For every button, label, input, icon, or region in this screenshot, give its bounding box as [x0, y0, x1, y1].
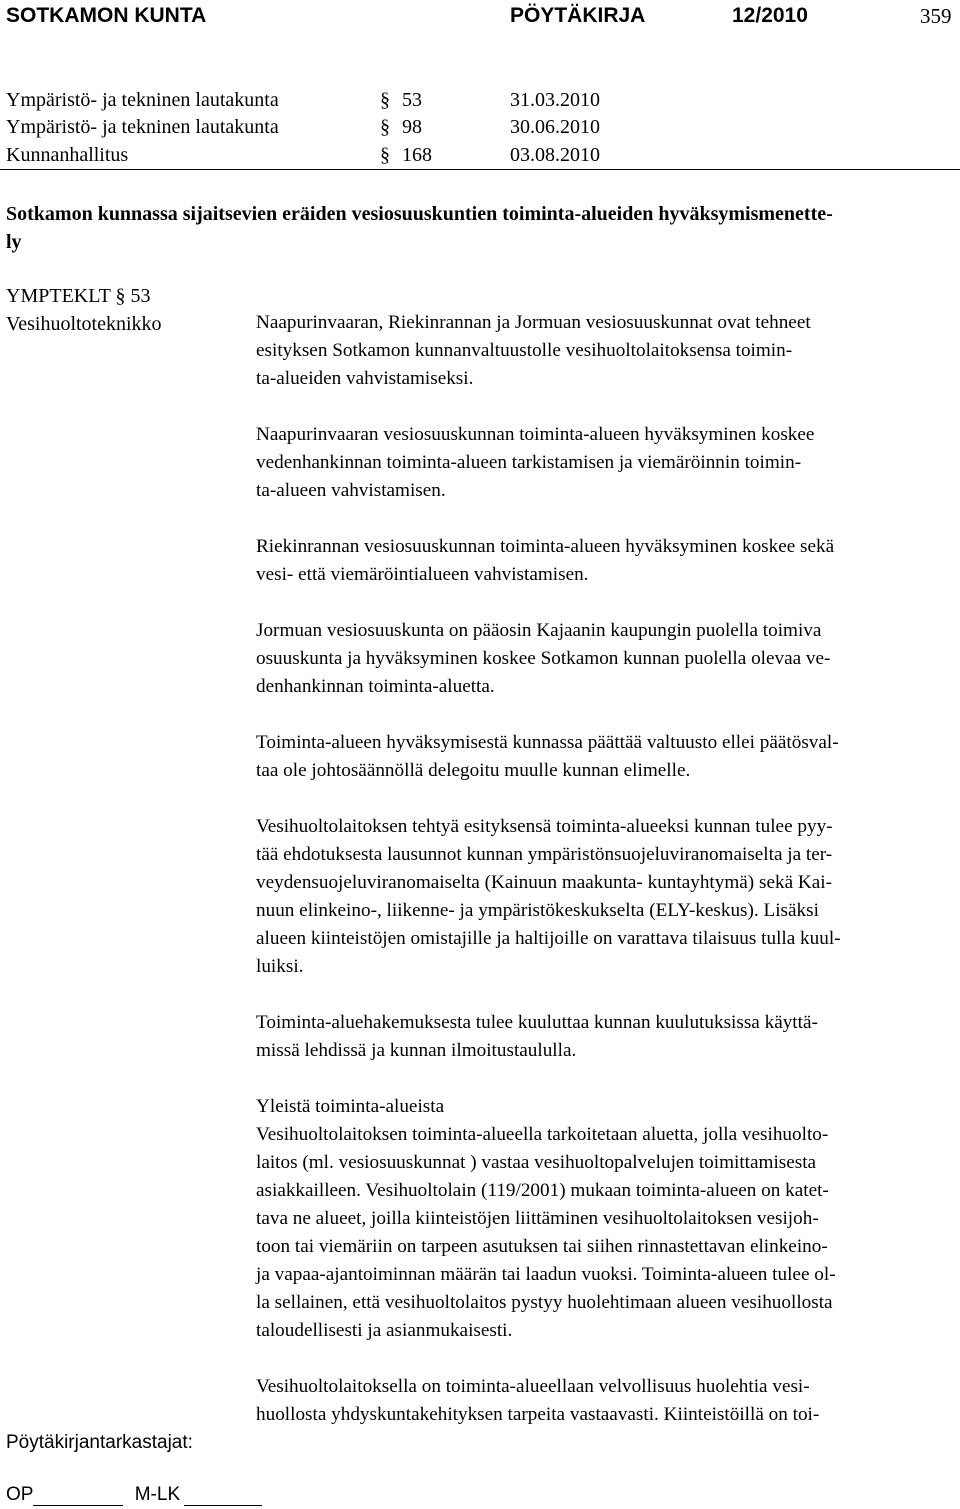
reference-body: Ympäristö- ja tekninen lautakunta	[6, 116, 279, 138]
section-symbol: §	[380, 116, 390, 138]
header-divider	[0, 169, 960, 170]
reference-date: 31.03.2010	[510, 89, 600, 111]
footer-label: Pöytäkirjantarkastajat:	[6, 1432, 193, 1453]
signer-initials: M-LK	[134, 1484, 181, 1505]
committee-section: 53	[130, 285, 151, 307]
paragraph: Yleistä toiminta-alueista Vesihuoltolaitoksen toiminta-alueella tarkoitetaan aluetta, jolla vesihuolto- laitos (ml. vesiosuuskunnat ) vastaa vesihuoltopalvelujen toimittamisesta asiakkailleen. Vesihuoltolain (119/2001) mukaan toiminta-alueen on katet- tava ne alueet, joilla kiinteistöjen liittäminen vesihuoltolaitoksen vesijoh- toon tai viemäriin on tarpeen asutuksen tai siihen rinnastettavan elinkeino- ja vapaa-ajantoiminnan määrän tai laadun vuoksi. Toiminta-alueen tulee ol- la sellainen, että vesihuoltolaitos pystyy huolehtimaan alueen vesihuollosta taloudellisesti ja asianmukaisesti.	[256, 1096, 836, 1341]
author-label: Vesihuoltoteknikko	[6, 313, 162, 335]
committee-label	[6, 282, 150, 310]
paragraph: Jormuan vesiosuuskunta on pääosin Kajaanin kaupungin puolella toimiva osuuskunta ja hyväksyminen koskee Sotkamon kunnan puolella olevaa ve- denhankinnan toiminta-aluetta.	[256, 620, 831, 697]
paragraph: Naapurinvaaran vesiosuuskunnan toiminta-alueen hyväksyminen koskee vedenhankinnan toiminta-alueen tarkistamisen ja viemäröinnin toimin- ta-alueen vahvistamisen.	[256, 424, 815, 501]
signature-blank	[184, 1485, 262, 1506]
page-header	[0, 0, 960, 32]
reference-section: 168	[402, 144, 432, 166]
signature-line	[6, 1484, 262, 1506]
paragraph: Toiminta-aluehakemuksesta tulee kuuluttaa kunnan kuulutuksissa käyttä- missä lehdissä ja kunnan ilmoitustaululla.	[256, 1012, 818, 1061]
reference-body: Ympäristö- ja tekninen lautakunta	[6, 89, 279, 111]
reference-row	[6, 116, 946, 142]
municipality-name: SOTKAMON KUNTA	[6, 4, 207, 27]
signature-blank	[33, 1485, 123, 1506]
section-symbol: §	[380, 144, 390, 166]
paragraph: Naapurinvaaran, Riekinrannan ja Jormuan vesiosuuskunnat ovat tehneet esityksen Sotkamon kunnanvaltuustolle vesihuoltolaitoksensa toimin- ta-alueiden vahvistamiseksi.	[256, 312, 811, 389]
section-symbol: §	[115, 285, 126, 307]
reference-date: 03.08.2010	[510, 144, 600, 166]
paragraph: Vesihuoltolaitoksella on toiminta-alueellaan velvollisuus huolehtia vesi- huollosta yhdyskuntakehityksen tarpeita vastaavasti. Kiinteistöillä on toi-	[256, 1376, 820, 1425]
reference-row	[6, 89, 946, 115]
document-title: Sotkamon kunnassa sijaitsevien eräiden vesiosuuskuntien toiminta-alueiden hyväksymismenette- ly	[6, 203, 833, 253]
issue-number: 12/2010	[732, 4, 808, 27]
page-number: 359	[920, 4, 952, 28]
body-text	[256, 309, 956, 1457]
paragraph: Toiminta-alueen hyväksymisestä kunnassa päättää valtuusto ellei päätösval- taa ole johtosäännöllä delegoitu muulle kunnan elimelle.	[256, 732, 839, 781]
paragraph: Riekinrannan vesiosuuskunnan toiminta-alueen hyväksyminen koskee sekä vesi- että viemäröintialueen vahvistamisen.	[256, 536, 835, 585]
reference-body: Kunnanhallitus	[6, 144, 129, 166]
committee-name: YMPTEKLT	[6, 285, 111, 307]
signer-initials: OP	[6, 1484, 34, 1505]
section-symbol: §	[380, 89, 390, 111]
reference-section: 53	[402, 89, 422, 111]
reference-section: 98	[402, 116, 422, 138]
paragraph: Vesihuoltolaitoksen tehtyä esityksensä toiminta-alueeksi kunnan tulee pyy- tää ehdotuksesta lausunnot kunnan ympäristönsuojeluviranomaiselta ja ter- veydensuojeluviranomaiselta (Kainuun maakunta- kuntayhtymä) sekä Kai- nuun elinkeino-, liikenne- ja ympäristökeskukselta (ELY-keskus). Lisäksi alueen kiinteistöjen omistajille ja haltijoille on varattava tilaisuus tulla kuul- luiksi.	[256, 816, 841, 977]
reference-row	[6, 144, 946, 170]
reference-date: 30.06.2010	[510, 116, 600, 138]
document-type: PÖYTÄKIRJA	[510, 4, 646, 27]
